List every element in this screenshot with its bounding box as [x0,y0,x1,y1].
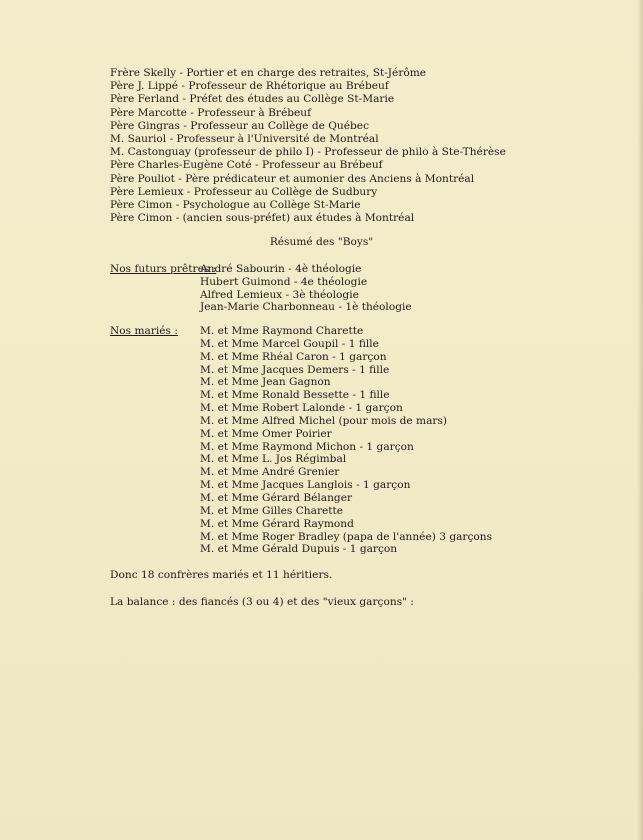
list-item: André Sabourin - 4è théologie [200,263,362,275]
staff-line: M. Sauriol - Professeur à l'Université de Montréal [110,133,379,146]
staff-line: Père Ferland - Préfet des études au Collège St-Marie [110,93,395,106]
list-item: M. et Mme Roger Bradley (papa de l'année) 3 garçons [200,530,493,543]
staff-list [110,67,630,225]
list-item: M. et Mme Jacques Demers - 1 fille [200,363,390,376]
list-item: Hubert Guimond - 4e théologie [200,275,368,288]
list-item: Jean-Marie Charbonneau - 1è théologie [200,301,412,314]
staff-line: Frère Skelly - Portier et en charge des retraites, St-Jérôme [110,67,427,79]
list-item: M. et Mme Alfred Michel (pour mois de mars) [200,414,448,427]
list-item: M. et Mme Rhéal Caron - 1 garçon [200,350,387,363]
staff-line: Père Cimon - (ancien sous-préfet) aux études à Montréal [110,212,415,225]
total-summary: Donc 18 confrères mariés et 11 héritiers. [110,569,333,581]
staff-line: Père Gingras - Professeur au Collège de Québec [110,119,369,132]
list-item: M. et Mme Jacques Langlois - 1 garçon [200,479,411,492]
list-item: M. et Mme Gilles Charette [200,504,344,517]
staff-line: Père Pouliot - Père prédicateur et aumonier des Anciens à Montréal [110,172,475,185]
list-item: Alfred Lemieux - 3è théologie [200,288,359,301]
staff-line: M. Castonguay (professeur de philo I) - Professeur de philo à Ste-Thérèse [110,146,506,159]
list-item: M. et Mme Gérard Bélanger [200,491,353,504]
staff-line: Père Marcotte - Professeur à Brébeuf [110,106,312,119]
list-item: M. et Mme L. Jos Régimbal [200,453,347,466]
list-item: M. et Mme Jean Gagnon [200,376,331,389]
staff-line: Père Lemieux - Professeur au Collège de Sudbury [110,185,378,198]
staff-line: Père Charles-Eugène Coté - Professeur au Brébeuf [110,159,383,172]
list-item: M. et Mme Gérald Dupuis - 1 garçon [200,543,398,556]
summary-title: Résumé des "Boys" [269,236,374,248]
list-item: M. et Mme Raymond Charette [200,325,364,337]
married-list [200,325,640,556]
staff-line: Père J. Lippé - Professeur de Rhétorique au Brébeuf [110,80,389,93]
list-item: M. et Mme Ronald Bessette - 1 fille [200,389,390,402]
staff-line: Père Cimon - Psychologue au Collège St-Marie [110,199,361,212]
married-label: Nos mariés : [110,325,178,337]
priests-label: Nos futurs prêtres : [110,263,217,275]
list-item: M. et Mme André Grenier [200,466,340,479]
list-item: M. et Mme Raymond Michon - 1 garçon [200,440,414,453]
priests-list [200,263,640,314]
list-item: M. et Mme Omer Poirier [200,427,332,440]
balance-summary: La balance : des fiancés (3 ou 4) et des "vieux garçons" : [110,596,414,608]
list-item: M. et Mme Robert Lalonde - 1 garçon [200,402,403,415]
list-item: M. et Mme Gérard Raymond [200,517,354,530]
list-item: M. et Mme Marcel Goupil - 1 fille [200,337,379,350]
